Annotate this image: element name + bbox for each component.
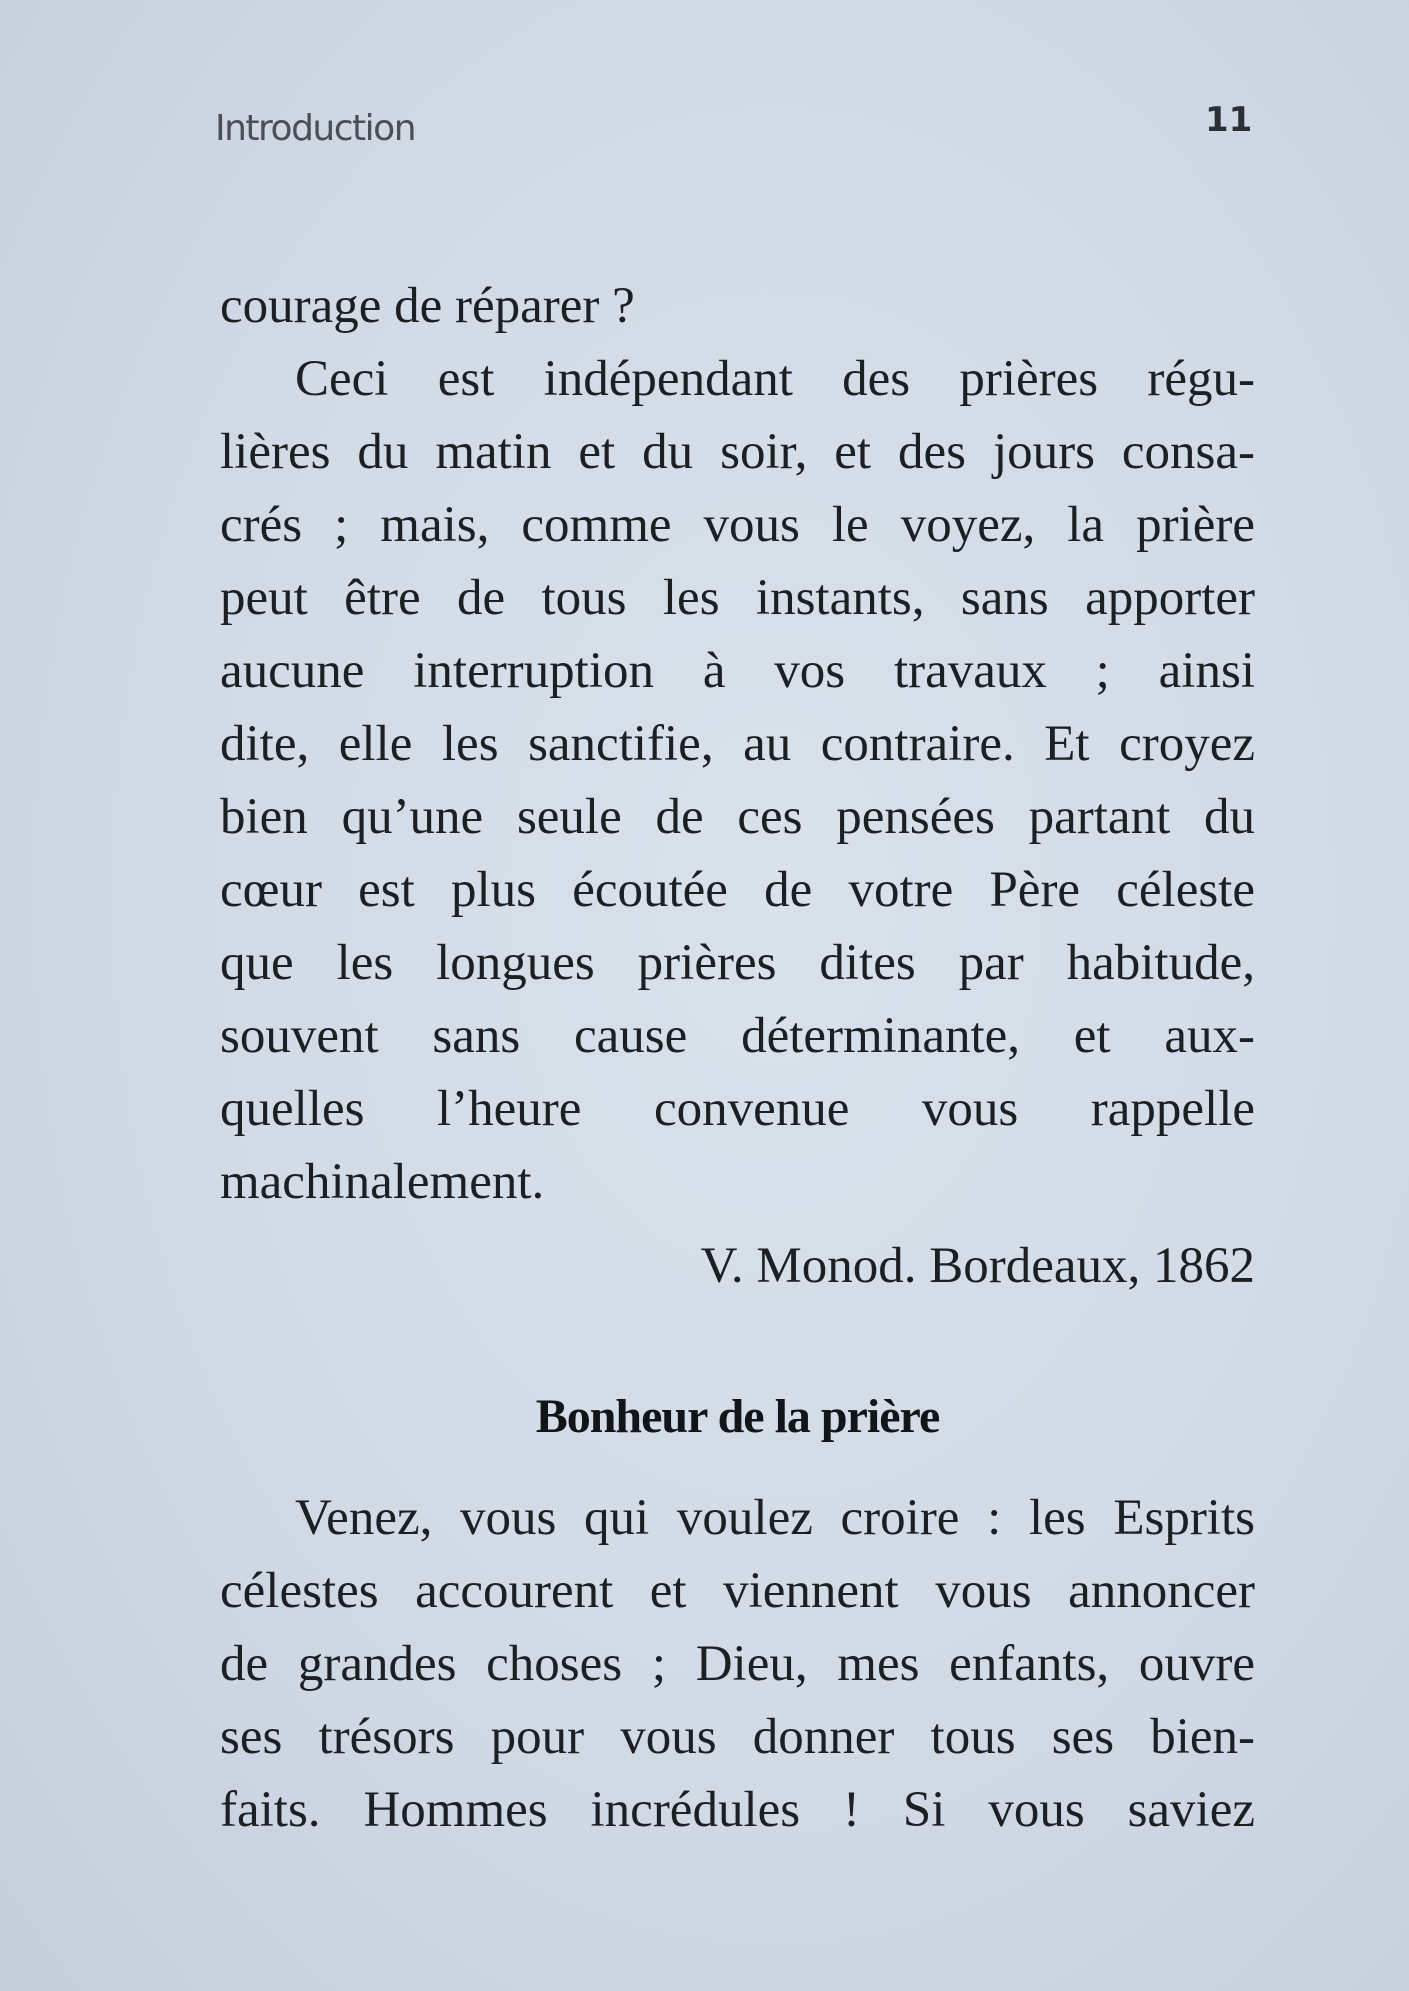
text-line: célestes accourent et viennent vous annoncer: [220, 1563, 1255, 1619]
text-line: courage de réparer ?: [220, 278, 635, 334]
text-line: aucune interruption à vos travaux ; ainsi: [220, 643, 1255, 699]
text-line: souvent sans cause déterminante, et aux-: [220, 1008, 1255, 1064]
text-line: que les longues prières dites par habitude,: [220, 935, 1255, 991]
text-line: cœur est plus écoutée de votre Père céleste: [220, 862, 1255, 918]
text-line: de grandes choses ; Dieu, mes enfants, ouvre: [220, 1636, 1255, 1692]
signature: V. Monod. Bordeaux, 1862: [700, 1238, 1255, 1294]
passage-2: [220, 1482, 1255, 1847]
text-line: machinalement.: [220, 1154, 545, 1210]
text-line: ses trésors pour vous donner tous ses bien-: [220, 1709, 1255, 1765]
section-title: Bonheur de la prière: [535, 1390, 940, 1443]
page-number: 11: [1205, 100, 1253, 140]
text-line: peut être de tous les instants, sans apporter: [220, 570, 1255, 626]
running-head: Introduction: [215, 108, 416, 149]
text-line: Venez, vous qui voulez croire : les Esprits: [295, 1490, 1255, 1546]
passage-1: [220, 270, 1255, 1219]
text-line: Ceci est indépendant des prières régu-: [295, 351, 1255, 407]
text-line: faits. Hommes incrédules ! Si vous saviez: [220, 1782, 1255, 1838]
text-line: lières du matin et du soir, et des jours consa-: [220, 424, 1255, 480]
text-line: crés ; mais, comme vous le voyez, la prière: [220, 497, 1255, 553]
text-line: dite, elle les sanctifie, au contraire. Et croyez: [220, 716, 1255, 772]
text-line: quelles l’heure convenue vous rappelle: [220, 1081, 1255, 1137]
text-line: bien qu’une seule de ces pensées partant du: [220, 789, 1255, 845]
